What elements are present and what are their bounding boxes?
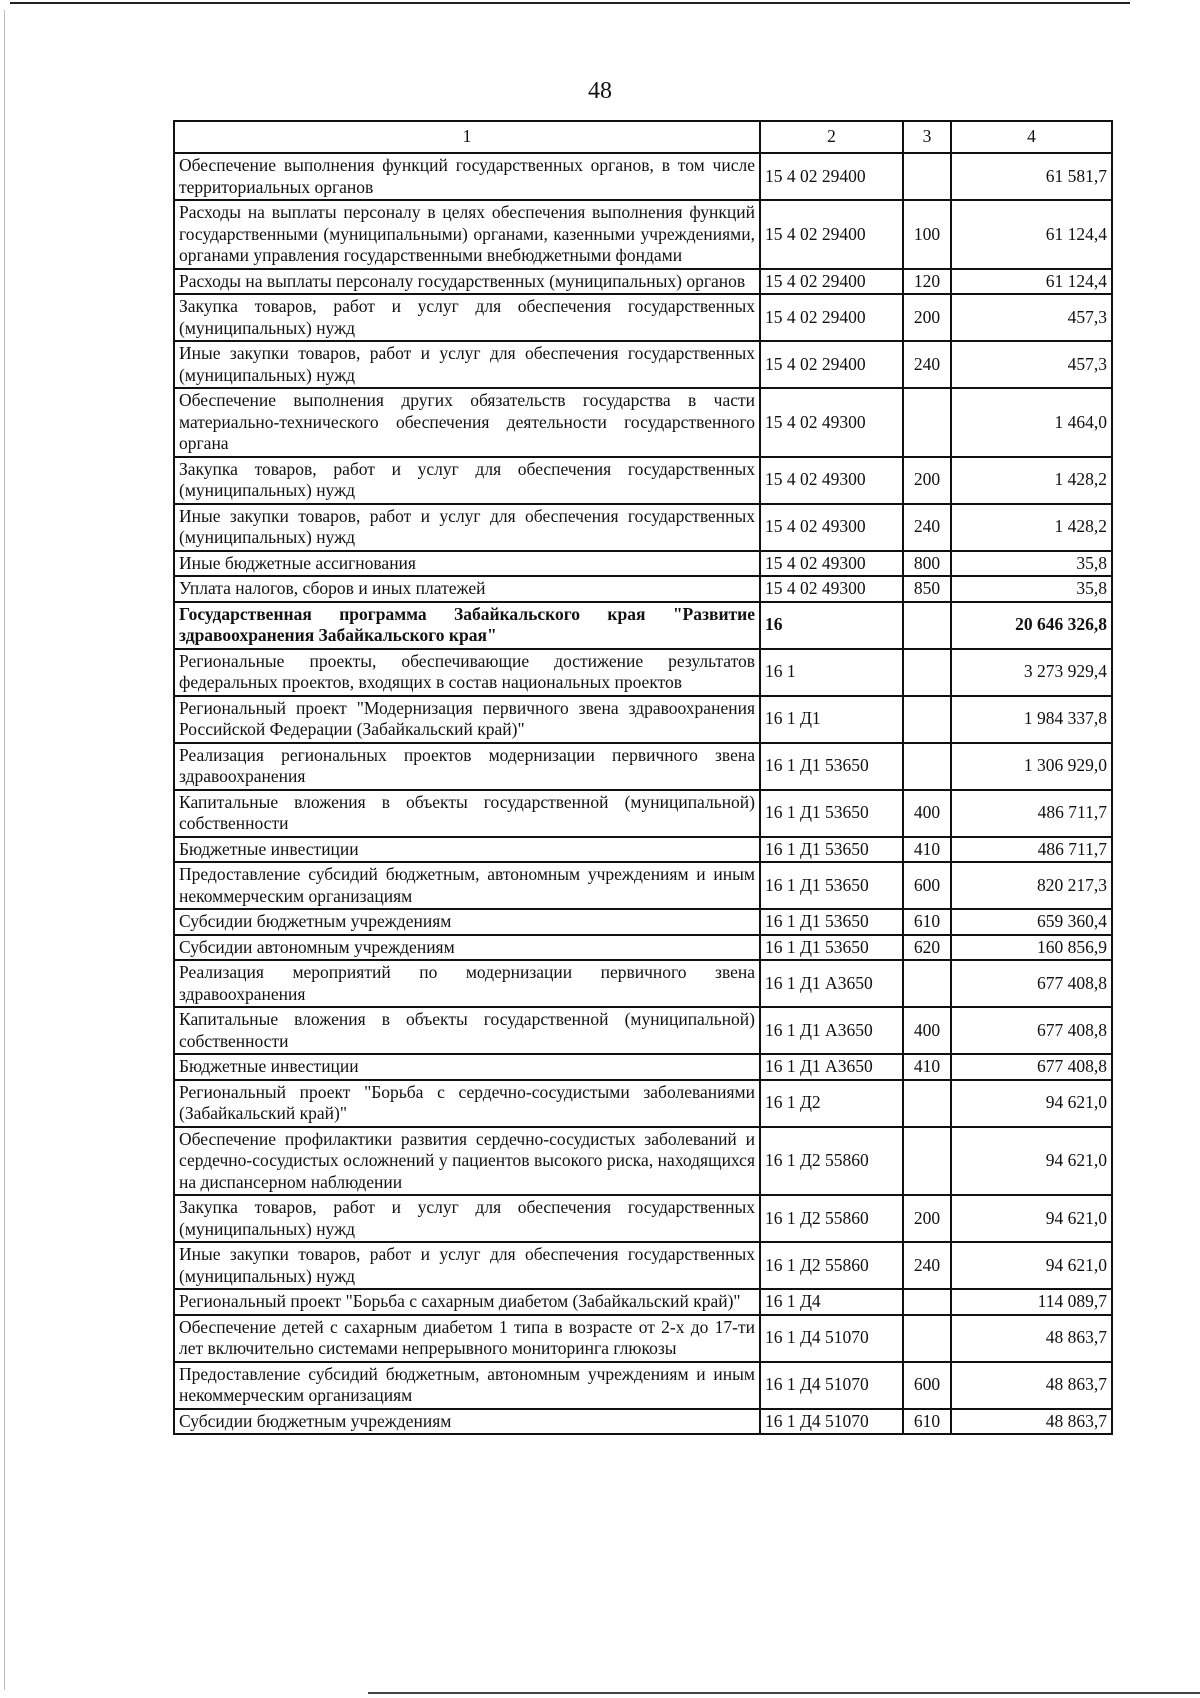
cell-code: 16 1 Д1 53650 [760,743,903,790]
cell-kvr [903,1315,951,1362]
table-row [174,696,1112,743]
cell-kvr: 240 [903,341,951,388]
table-row [174,1007,1112,1054]
cell-code: 16 1 Д4 51070 [760,1362,903,1409]
table-row [174,935,1112,961]
header-col-3: 3 [903,121,951,153]
cell-kvr: 410 [903,1054,951,1080]
cell-kvr [903,960,951,1007]
table-row [174,1054,1112,1080]
cell-name: Обеспечение профилактики развития сердечно-сосудистых заболеваний и сердечно-сосудистых осложнений у пациентов высокого риска, находящихся на диспансерном наблюдении [174,1127,760,1196]
table-row [174,862,1112,909]
cell-name: Расходы на выплаты персоналу государственных (муниципальных) органов [174,269,760,295]
cell-sum: 1 984 337,8 [951,696,1112,743]
cell-name: Обеспечение детей с сахарным диабетом 1 типа в возрасте от 2-х до 17-ти лет включительно системами непрерывного мониторинга глюкозы [174,1315,760,1362]
header-col-4: 4 [951,121,1112,153]
cell-name: Иные закупки товаров, работ и услуг для обеспечения государственных (муниципальных) нужд [174,504,760,551]
cell-sum: 677 408,8 [951,1007,1112,1054]
cell-kvr [903,1127,951,1196]
scan-border-bottom [368,1692,1200,1694]
cell-name: Региональный проект "Борьба с сердечно-сосудистыми заболеваниями (Забайкальский край)" [174,1080,760,1127]
table-row [174,551,1112,577]
cell-sum: 94 621,0 [951,1080,1112,1127]
cell-kvr [903,743,951,790]
cell-sum: 35,8 [951,576,1112,602]
cell-name: Субсидии бюджетным учреждениям [174,909,760,935]
cell-code: 16 1 Д1 53650 [760,935,903,961]
cell-kvr: 120 [903,269,951,295]
budget-table [173,120,1113,1435]
header-col-1: 1 [174,121,760,153]
cell-code: 16 1 Д1 [760,696,903,743]
cell-kvr: 610 [903,1409,951,1435]
cell-sum: 94 621,0 [951,1195,1112,1242]
table-row [174,504,1112,551]
table-row [174,153,1112,200]
cell-name: Капитальные вложения в объекты государственной (муниципальной) собственности [174,1007,760,1054]
cell-sum: 457,3 [951,341,1112,388]
cell-kvr [903,1289,951,1315]
cell-name: Региональный проект "Модернизация первичного звена здравоохранения Российской Федерации (Забайкальский край)" [174,696,760,743]
cell-kvr: 200 [903,457,951,504]
cell-name: Расходы на выплаты персоналу в целях обеспечения выполнения функций государственными (муниципальными) органами, казенными учреждениями, органами управления государственными внебюджетными фондами [174,200,760,269]
cell-sum: 677 408,8 [951,960,1112,1007]
cell-kvr [903,696,951,743]
cell-sum: 1 428,2 [951,457,1112,504]
table-row [174,269,1112,295]
cell-code: 16 1 Д1 53650 [760,837,903,863]
cell-kvr: 610 [903,909,951,935]
cell-kvr: 240 [903,504,951,551]
cell-kvr: 200 [903,294,951,341]
cell-kvr [903,649,951,696]
cell-name: Обеспечение выполнения функций государственных органов, в том числе территориальных органов [174,153,760,200]
cell-sum: 677 408,8 [951,1054,1112,1080]
cell-kvr: 400 [903,1007,951,1054]
cell-code: 16 1 Д2 [760,1080,903,1127]
cell-code: 15 4 02 29400 [760,341,903,388]
cell-name: Предоставление субсидий бюджетным, автономным учреждениям и иным некоммерческим организациям [174,862,760,909]
table-row [174,837,1112,863]
cell-code: 16 1 Д4 51070 [760,1409,903,1435]
cell-name: Уплата налогов, сборов и иных платежей [174,576,760,602]
cell-kvr: 410 [903,837,951,863]
cell-sum: 48 863,7 [951,1409,1112,1435]
cell-code: 16 1 Д2 55860 [760,1242,903,1289]
cell-code: 16 1 Д1 53650 [760,862,903,909]
table-row [174,1127,1112,1196]
table-row [174,576,1112,602]
cell-name: Реализация региональных проектов модернизации первичного звена здравоохранения [174,743,760,790]
table-row [174,457,1112,504]
cell-kvr [903,153,951,200]
cell-kvr: 600 [903,862,951,909]
table-row [174,602,1112,649]
cell-sum: 486 711,7 [951,790,1112,837]
cell-code: 16 1 Д1 А3650 [760,1007,903,1054]
cell-sum: 160 856,9 [951,935,1112,961]
cell-kvr [903,602,951,649]
cell-code: 16 1 [760,649,903,696]
cell-code: 15 4 02 29400 [760,294,903,341]
cell-name: Реализация мероприятий по модернизации первичного звена здравоохранения [174,960,760,1007]
cell-name: Региональный проект "Борьба с сахарным диабетом (Забайкальский край)" [174,1289,760,1315]
cell-code: 16 1 Д1 53650 [760,790,903,837]
cell-name: Иные закупки товаров, работ и услуг для обеспечения государственных (муниципальных) нужд [174,1242,760,1289]
cell-sum: 20 646 326,8 [951,602,1112,649]
table-row [174,909,1112,935]
cell-sum: 457,3 [951,294,1112,341]
cell-name: Иные закупки товаров, работ и услуг для обеспечения государственных (муниципальных) нужд [174,341,760,388]
table-row [174,388,1112,457]
cell-kvr: 800 [903,551,951,577]
cell-code: 16 [760,602,903,649]
cell-sum: 3 273 929,4 [951,649,1112,696]
cell-name: Государственная программа Забайкальского края "Развитие здравоохранения Забайкальского края" [174,602,760,649]
cell-code: 16 1 Д4 [760,1289,903,1315]
header-col-2: 2 [760,121,903,153]
cell-name: Бюджетные инвестиции [174,1054,760,1080]
table-row [174,1362,1112,1409]
cell-sum: 61 124,4 [951,269,1112,295]
cell-code: 15 4 02 49300 [760,388,903,457]
table-row [174,1409,1112,1435]
cell-sum: 1 464,0 [951,388,1112,457]
cell-sum: 1 428,2 [951,504,1112,551]
cell-sum: 48 863,7 [951,1362,1112,1409]
cell-kvr [903,388,951,457]
table-header-row [174,121,1112,153]
cell-code: 16 1 Д1 53650 [760,909,903,935]
cell-kvr: 240 [903,1242,951,1289]
cell-sum: 1 306 929,0 [951,743,1112,790]
cell-sum: 820 217,3 [951,862,1112,909]
table-row [174,790,1112,837]
cell-name: Региональные проекты, обеспечивающие достижение результатов федеральных проектов, входящих в состав национальных проектов [174,649,760,696]
cell-code: 15 4 02 29400 [760,153,903,200]
cell-sum: 48 863,7 [951,1315,1112,1362]
table-row [174,200,1112,269]
table-row [174,649,1112,696]
table-row [174,1080,1112,1127]
cell-name: Закупка товаров, работ и услуг для обеспечения государственных (муниципальных) нужд [174,457,760,504]
cell-name: Обеспечение выполнения других обязательств государства в части материально-технического обеспечения деятельности государственного органа [174,388,760,457]
cell-name: Иные бюджетные ассигнования [174,551,760,577]
table-row [174,341,1112,388]
cell-sum: 659 360,4 [951,909,1112,935]
table-row [174,1289,1112,1315]
cell-code: 16 1 Д1 А3650 [760,960,903,1007]
cell-name: Субсидии бюджетным учреждениям [174,1409,760,1435]
cell-code: 15 4 02 49300 [760,551,903,577]
table-row [174,743,1112,790]
table-row [174,294,1112,341]
cell-sum: 114 089,7 [951,1289,1112,1315]
page-number: 48 [588,78,612,104]
table-row [174,960,1112,1007]
table-row [174,1195,1112,1242]
cell-kvr: 600 [903,1362,951,1409]
scan-border-top [10,2,1130,4]
cell-kvr: 100 [903,200,951,269]
cell-code: 16 1 Д4 51070 [760,1315,903,1362]
cell-code: 15 4 02 29400 [760,200,903,269]
scan-border-left [4,10,5,1690]
cell-code: 15 4 02 29400 [760,269,903,295]
cell-kvr: 400 [903,790,951,837]
cell-kvr: 850 [903,576,951,602]
cell-code: 16 1 Д2 55860 [760,1127,903,1196]
cell-sum: 486 711,7 [951,837,1112,863]
cell-sum: 61 124,4 [951,200,1112,269]
cell-code: 16 1 Д2 55860 [760,1195,903,1242]
cell-name: Закупка товаров, работ и услуг для обеспечения государственных (муниципальных) нужд [174,294,760,341]
cell-name: Субсидии автономным учреждениям [174,935,760,961]
cell-sum: 61 581,7 [951,153,1112,200]
cell-sum: 35,8 [951,551,1112,577]
cell-kvr [903,1080,951,1127]
cell-sum: 94 621,0 [951,1127,1112,1196]
table-row [174,1242,1112,1289]
cell-name: Капитальные вложения в объекты государственной (муниципальной) собственности [174,790,760,837]
cell-kvr: 620 [903,935,951,961]
cell-name: Закупка товаров, работ и услуг для обеспечения государственных (муниципальных) нужд [174,1195,760,1242]
cell-name: Бюджетные инвестиции [174,837,760,863]
cell-code: 15 4 02 49300 [760,576,903,602]
cell-name: Предоставление субсидий бюджетным, автономным учреждениям и иным некоммерческим организациям [174,1362,760,1409]
cell-kvr: 200 [903,1195,951,1242]
cell-code: 15 4 02 49300 [760,457,903,504]
cell-sum: 94 621,0 [951,1242,1112,1289]
cell-code: 16 1 Д1 А3650 [760,1054,903,1080]
table-row [174,1315,1112,1362]
cell-code: 15 4 02 49300 [760,504,903,551]
